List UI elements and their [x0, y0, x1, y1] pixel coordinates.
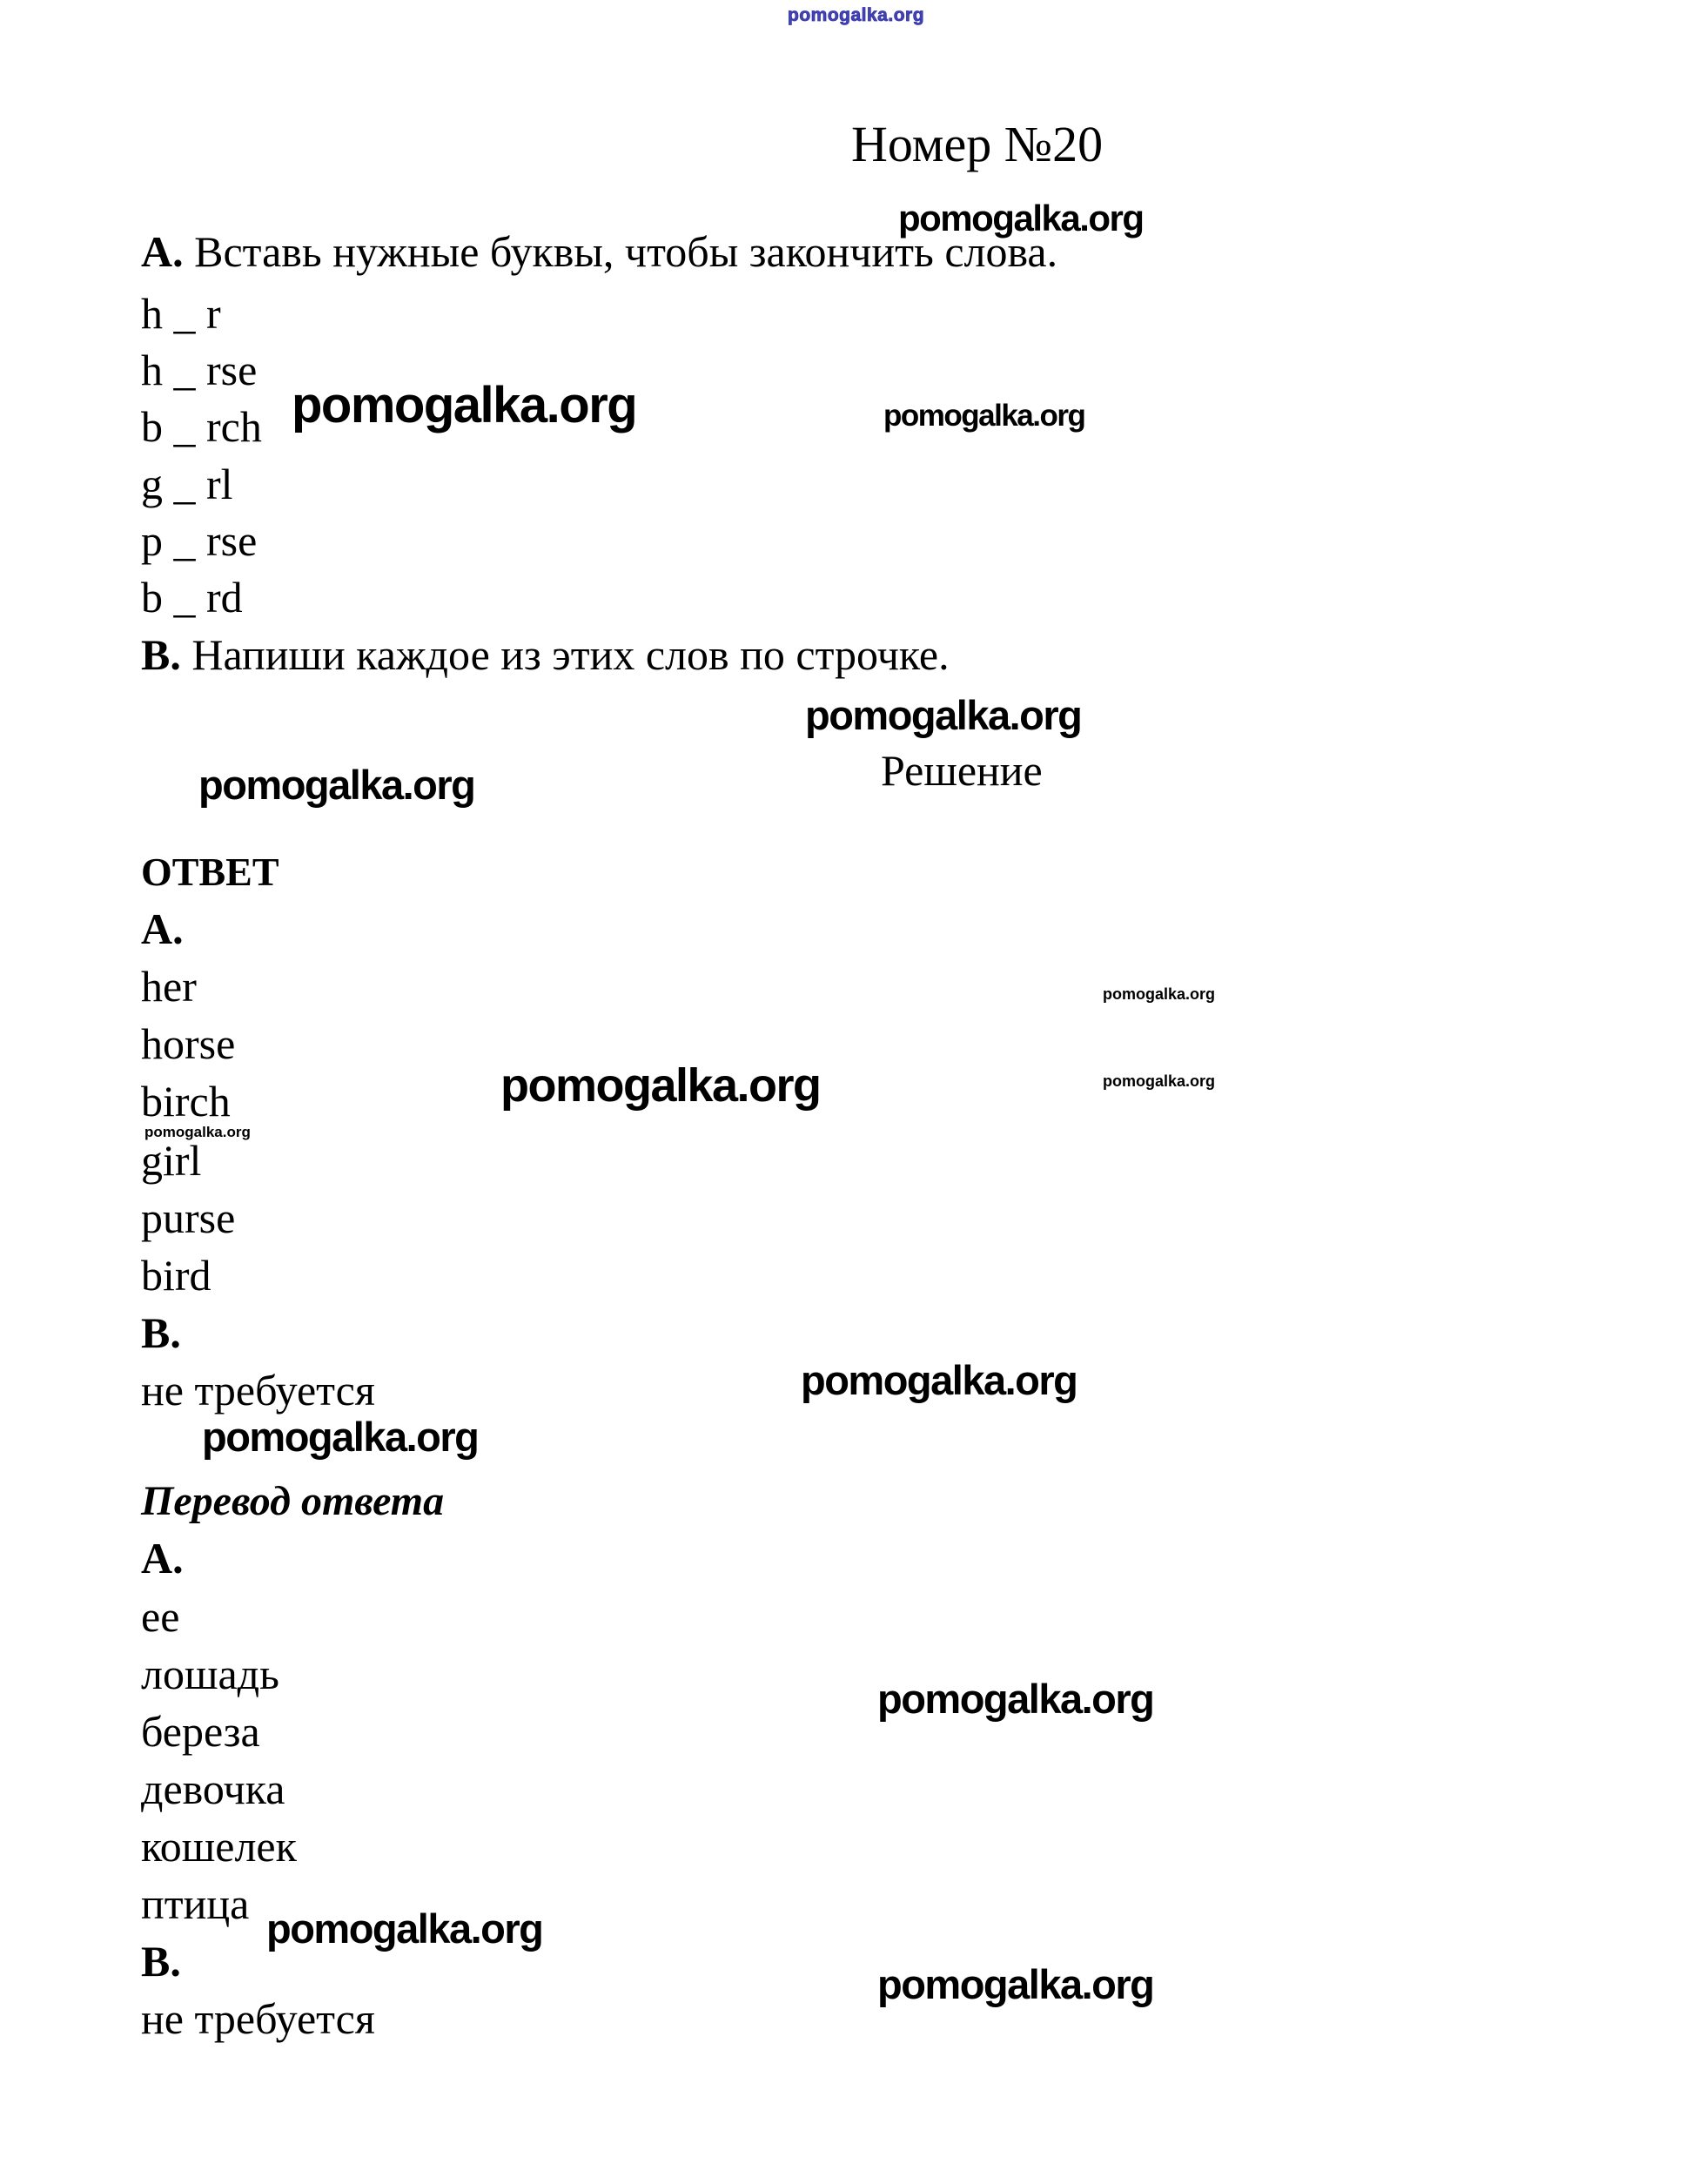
task-word-blank: h _ r	[141, 289, 221, 338]
watermark-tiny-left: pomogalka.org	[144, 1124, 251, 1140]
translation-a-label: А.	[141, 1534, 184, 1583]
watermark-right-of-translation: pomogalka.org	[877, 1676, 1154, 1722]
watermark-left-of-solution: pomogalka.org	[198, 762, 475, 808]
watermark-top-blue: pomogalka.org	[788, 5, 925, 25]
answer-word: her	[141, 962, 197, 1011]
watermark-below-answer-b: pomogalka.org	[202, 1414, 479, 1460]
watermark-center-large: pomogalka.org	[500, 1059, 821, 1112]
solution-heading: Решение	[881, 746, 1043, 795]
watermark-tiny-right-2: pomogalka.org	[1103, 1072, 1216, 1090]
answer-word: purse	[141, 1193, 236, 1242]
translation-word: кошелек	[141, 1822, 297, 1871]
translation-b-label: В.	[141, 1937, 181, 1986]
translation-word: береза	[141, 1707, 260, 1756]
task-word-blank: h _ rse	[141, 346, 258, 394]
task-a-line	[141, 228, 1057, 276]
answer-word: bird	[141, 1251, 211, 1300]
translation-heading: Перевод ответа	[141, 1478, 445, 1524]
watermark-right-of-answer-b: pomogalka.org	[801, 1357, 1077, 1403]
watermark-under-title: pomogalka.org	[898, 198, 1144, 239]
translation-b-text: не требуется	[141, 1994, 375, 2043]
answer-word: birch	[141, 1077, 231, 1126]
answer-heading: ОТВЕТ	[141, 850, 279, 894]
task-a-prompt: Вставь нужные буквы, чтобы закончить слова.	[194, 227, 1058, 276]
answer-word: horse	[141, 1019, 236, 1068]
task-word-blank: p _ rse	[141, 516, 258, 565]
translation-word: птица	[141, 1879, 250, 1928]
watermark-right-of-blanks: pomogalka.org	[883, 399, 1085, 433]
translation-word: девочка	[141, 1764, 285, 1813]
answer-a-label: А.	[141, 904, 184, 953]
answer-b-label: В.	[141, 1308, 181, 1357]
translation-word: лошадь	[141, 1650, 279, 1698]
answer-b-text: не требуется	[141, 1366, 375, 1415]
task-b-line	[141, 631, 950, 679]
watermark-inline-large: pomogalka.org	[292, 377, 637, 433]
task-b-prompt: Напиши каждое из этих слов по строчке.	[191, 630, 950, 679]
watermark-left-of-translation-b: pomogalka.org	[266, 1905, 543, 1952]
task-word-blank: g _ rl	[141, 460, 233, 508]
watermark-tiny-right-1: pomogalka.org	[1103, 985, 1216, 1003]
task-word-blank: b _ rd	[141, 573, 243, 622]
translation-word: ее	[141, 1592, 180, 1641]
page-title: Номер №20	[851, 116, 1104, 172]
task-word-blank: b _ rch	[141, 402, 262, 451]
watermark-right-of-translation-b: pomogalka.org	[877, 1961, 1154, 2007]
task-a-label: А.	[141, 227, 195, 276]
task-b-label: В.	[141, 630, 192, 679]
watermark-above-solution: pomogalka.org	[805, 692, 1082, 738]
answer-word: girl	[141, 1136, 202, 1185]
